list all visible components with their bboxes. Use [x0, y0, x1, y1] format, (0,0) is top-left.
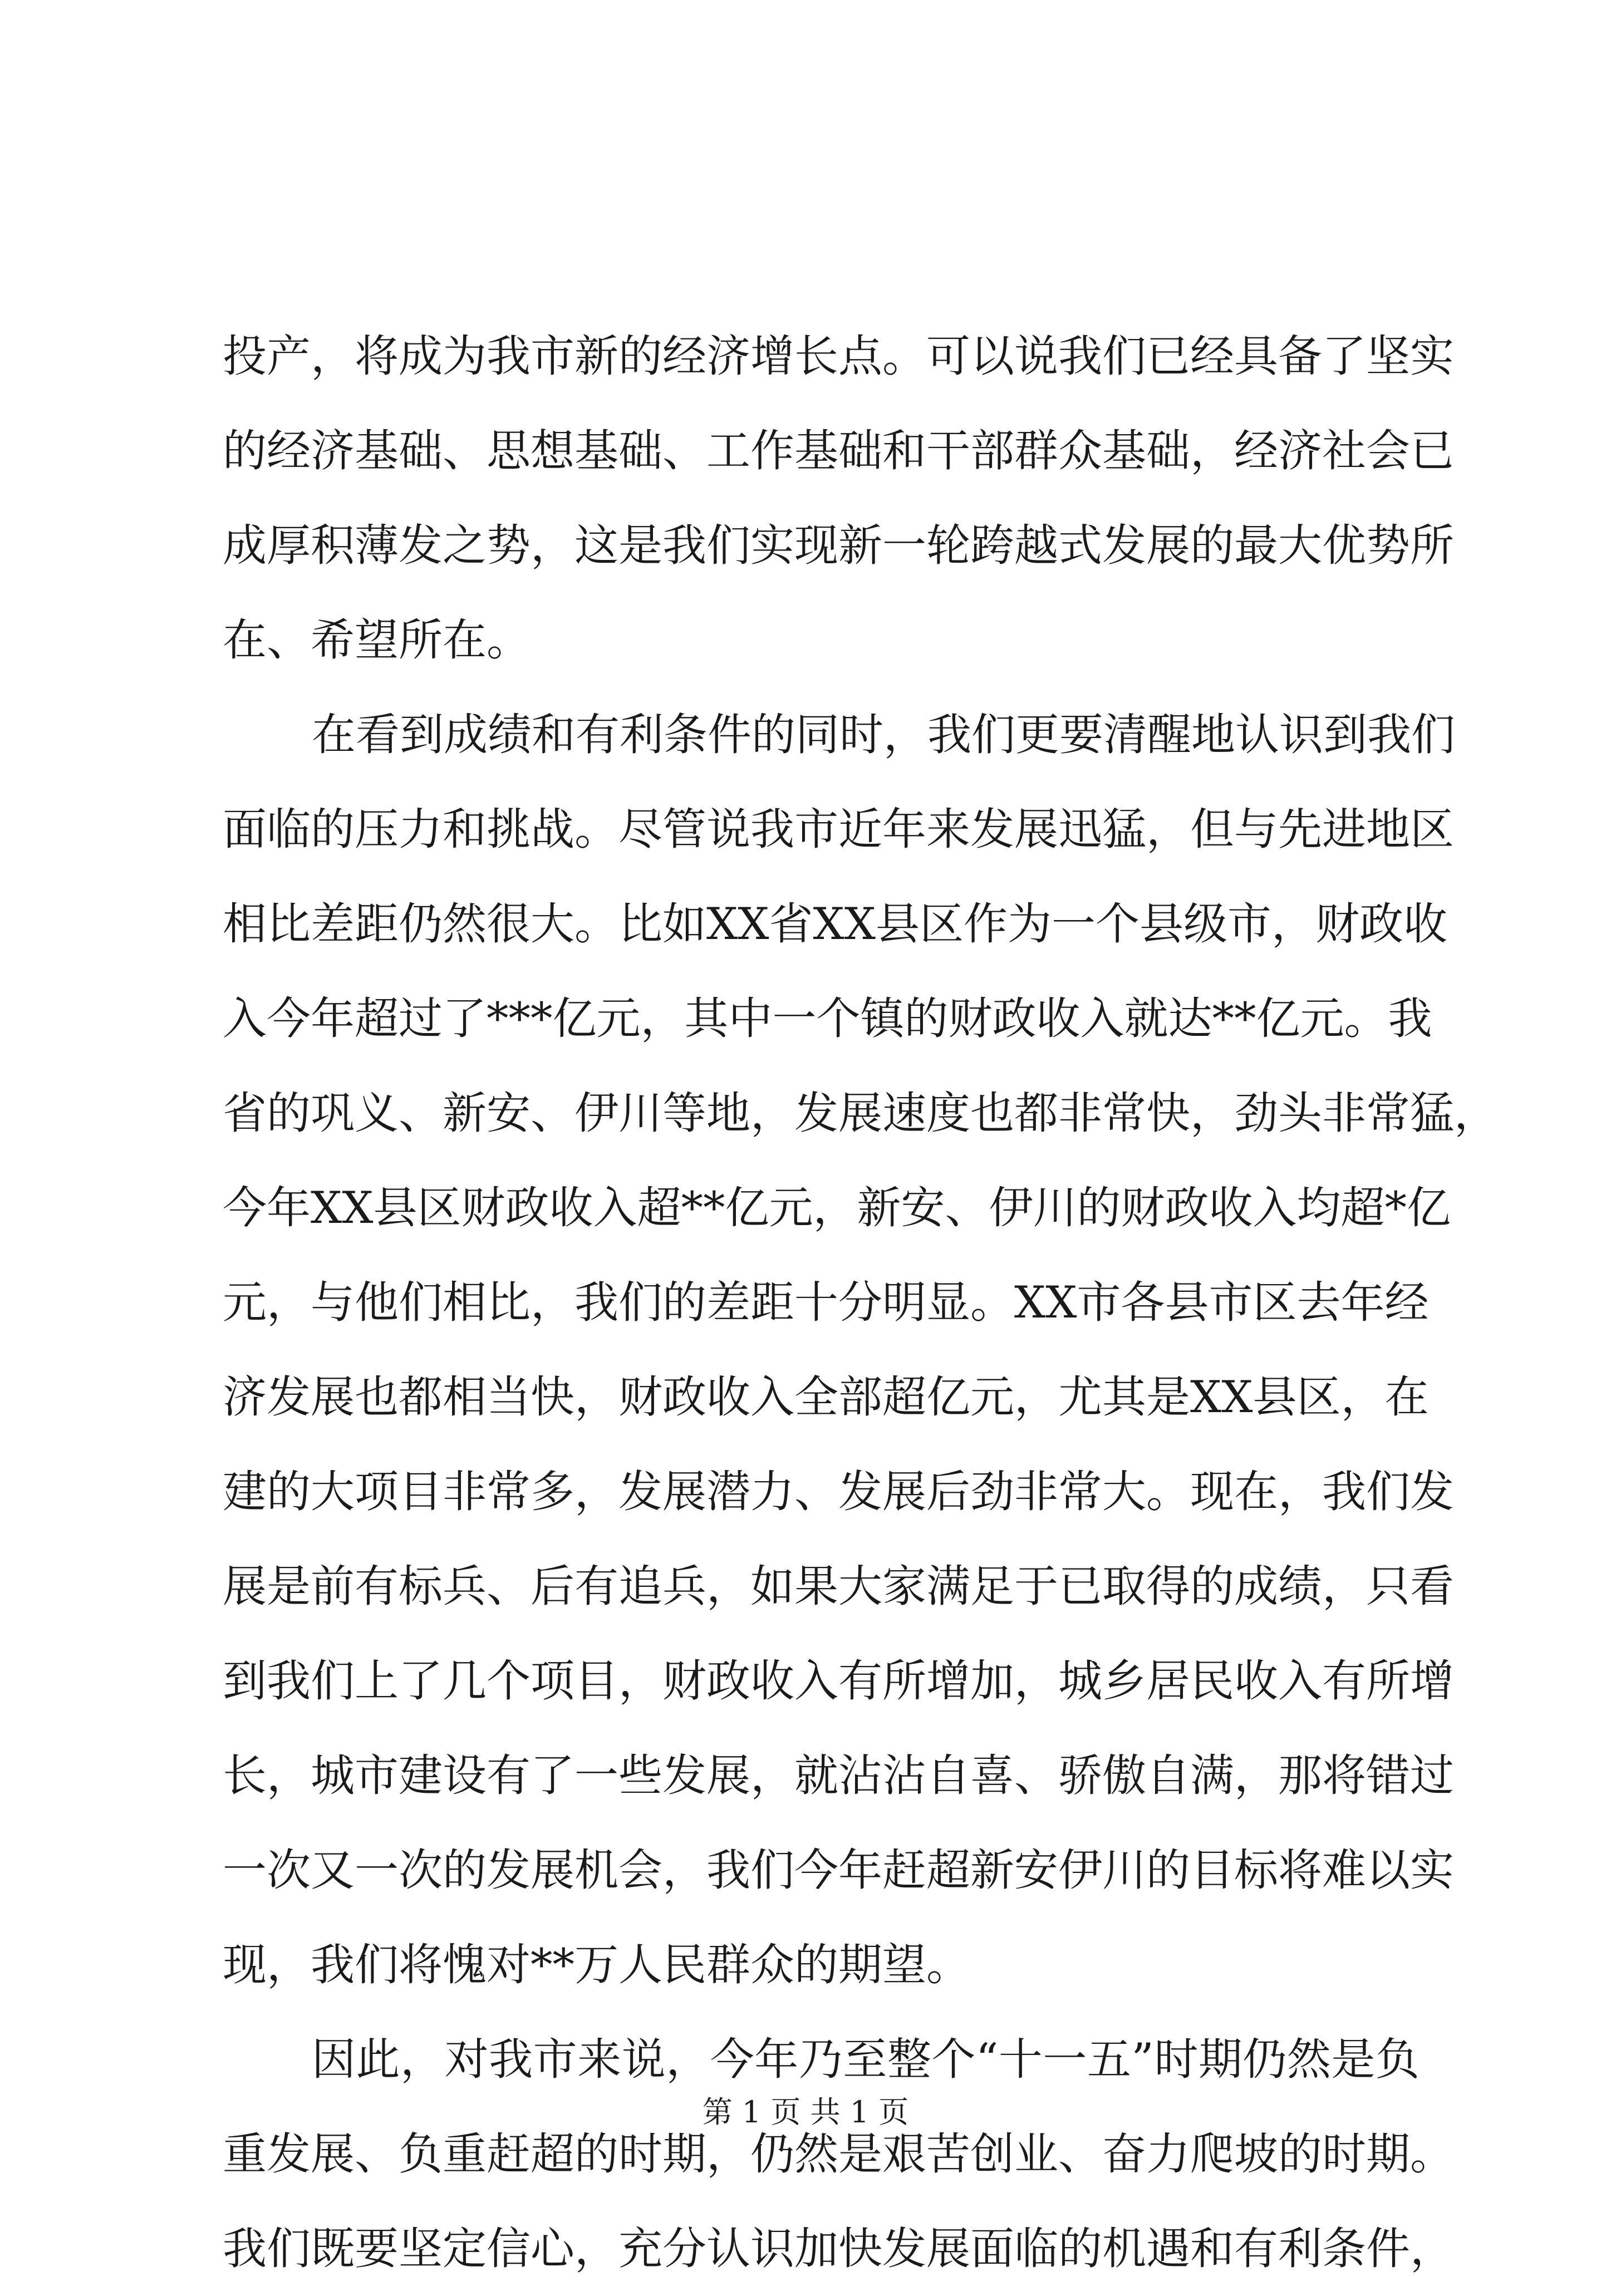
text-line: 在、希望所在。: [223, 614, 531, 666]
text-line: 重发展、负重赶超的时期，仍然是艰苦创业、奋力爬坡的时期。: [223, 2128, 1454, 2180]
text-line: 现，我们将愧对**万人民群众的期望。: [223, 1939, 970, 1990]
paragraph-start-line: 在看到成绩和有利条件的同时，我们更要清醒地认识到我们: [312, 709, 1455, 760]
text-line: 面临的压力和挑战。尽管说我市近年来发展迅猛，但与先进地区: [223, 804, 1454, 855]
page-footer: [0, 2090, 1611, 2135]
text-line: 今年XX县区财政收入超**亿元，新安、伊川的财政收入均超*亿: [223, 1182, 1451, 1233]
text-line: 济发展也都相当快，财政收入全部超亿元，尤其是XX县区，在: [223, 1371, 1429, 1423]
text-line: 一次又一次的发展机会，我们今年赶超新安伊川的目标将难以实: [223, 1845, 1454, 1896]
document-body: [223, 309, 1498, 2296]
text-line: 相比差距仍然很大。比如XX省XX县区作为一个县级市，财政收: [223, 898, 1447, 950]
text-line: 到我们上了几个项目，财政收入有所增加，城乡居民收入有所增: [223, 1655, 1454, 1707]
paragraph-start-line: 因此，对我市来说，今年乃至整个“十一五”时期仍然是负: [312, 2034, 1420, 2085]
page-number-label: 第 1 页 共 1 页: [702, 2095, 909, 2130]
text-line: 建的大项目非常多，发展潜力、发展后劲非常大。现在，我们发: [223, 1466, 1454, 1517]
text-line: 展是前有标兵、后有追兵，如果大家满足于已取得的成绩，只看: [223, 1561, 1454, 1612]
text-line: 成厚积薄发之势，这是我们实现新一轮跨越式发展的最大优势所: [223, 520, 1454, 571]
text-line: 元，与他们相比，我们的差距十分明显。XX市各县市区去年经: [223, 1277, 1429, 1328]
text-line: 投产，将成为我市新的经济增长点。可以说我们已经具备了坚实: [223, 331, 1454, 382]
text-line: 的经济基础、思想基础、工作基础和干部群众基础，经济社会已: [223, 425, 1454, 476]
text-line: 我们既要坚定信心，充分认识加快发展面临的机遇和有利条件，: [223, 2223, 1454, 2274]
text-line: 长，城市建设有了一些发展，就沾沾自喜、骄傲自满，那将错过: [223, 1750, 1454, 1801]
text-line: 入今年超过了***亿元，其中一个镇的财政收入就达**亿元。我: [223, 993, 1432, 1044]
text-line: 省的巩义、新安、伊川等地，发展速度也都非常快，劲头非常猛，: [223, 1088, 1498, 1139]
